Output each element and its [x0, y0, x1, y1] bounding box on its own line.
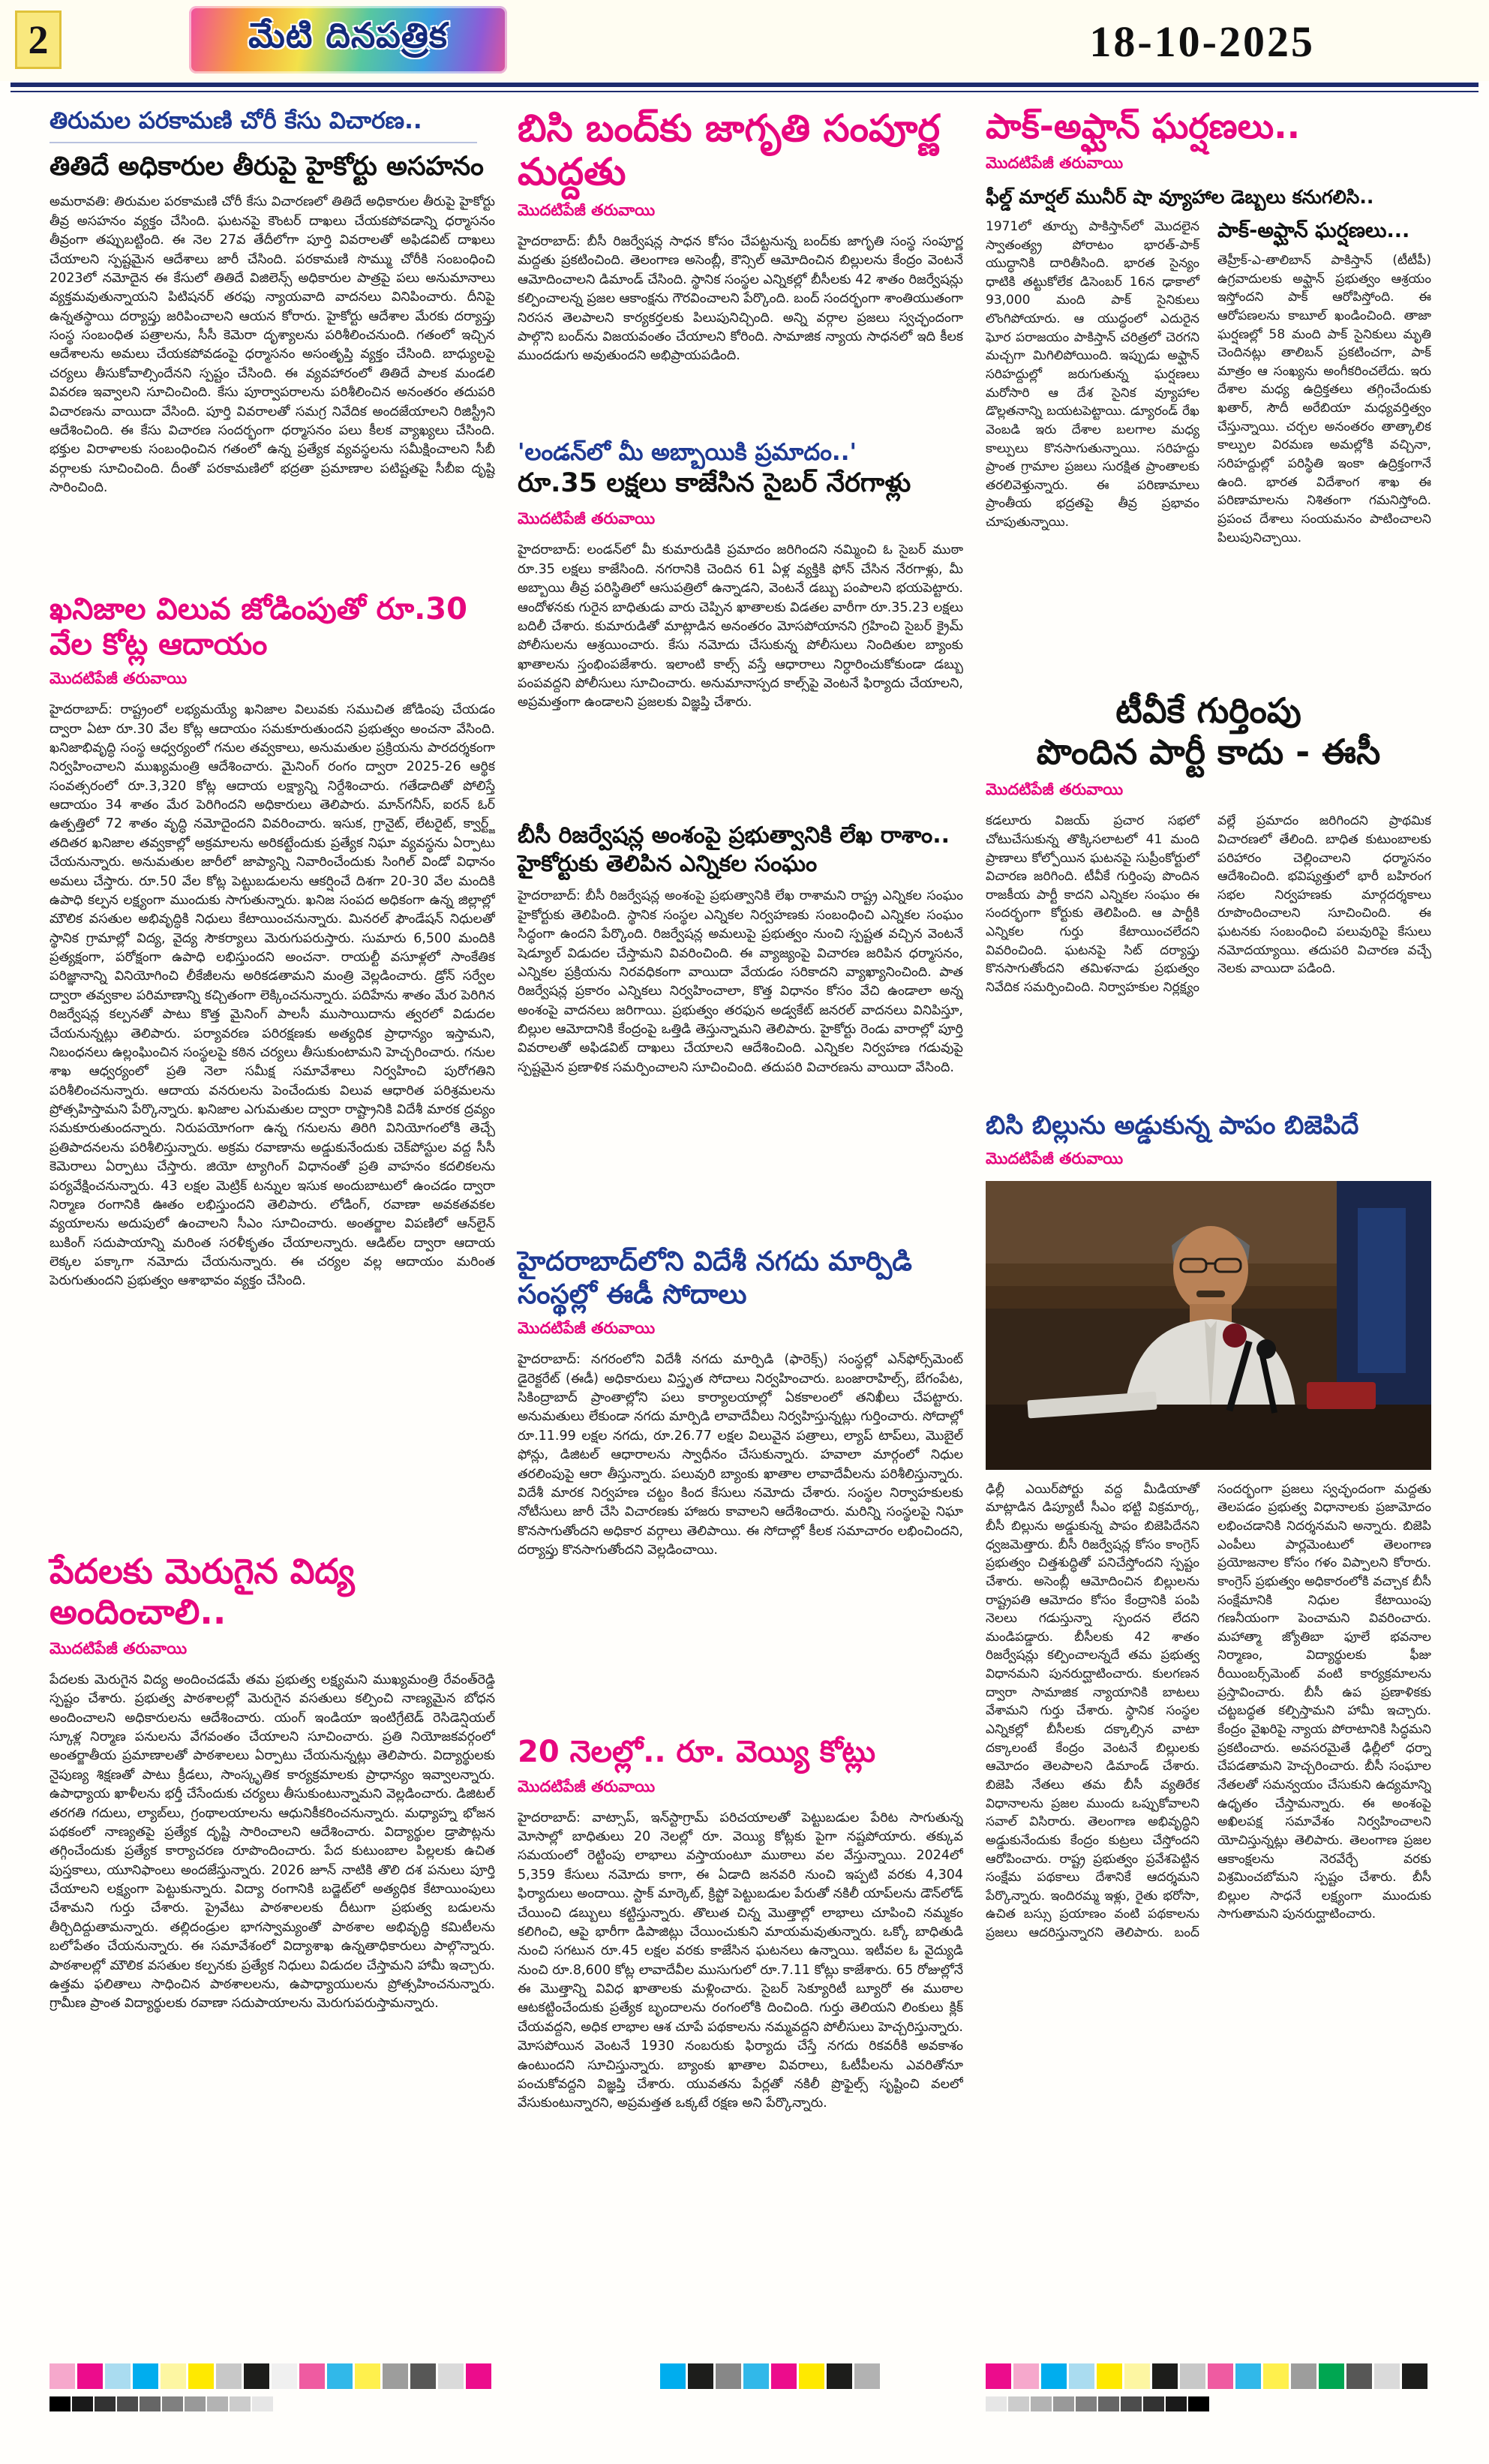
color-swatch: [1235, 2363, 1261, 2389]
color-swatch: [1069, 2363, 1094, 2389]
color-swatch: [660, 2363, 686, 2389]
article-body: హైదరాబాద్: నగరంలోని విదేశీ నగదు మార్పిడి (ఫారెక్స్) సంస్థల్లో ఎన్‌ఫోర్స్‌మెంట్ డైరెక్టరేట్ (ఈడీ) అధికారులు విస్తృత సోదాలు నిర్వహించారు. బంజారాహిల్స్, బేగంపేట, సికింద్రాబాద్ ప్రాంతాల్లోని పలు కార్యాలయాల్లో ఏకకాలంలో తనిఖీలు చేపట్టారు. అనుమతులు లేకుండా నగదు మార్పిడి లావాదేవీలు నిర్వహిస్తున్నట్లు గుర్తించారు. సోదాల్లో రూ.11.99 లక్షల నగదు, రూ.26.77 లక్షల విలువైన పత్రాలు, ల్యాప్ టాప్‌లు, మొబైల్ ఫోన్లు, డిజిటల్ ఆధారాలను స్వాధీనం చేసుకున్నారు. హవాలా మార్గంలో నిధుల తరలింపుపై ఆరా తీస్తున్నారు. పలువురి బ్యాంకు ఖాతాల లావాదేవీలను పరిశీలిస్తున్నారు. విదేశీ మారక నిర్వహణ చట్టం కింద కేసులు నమోదు చేశారు. సంస్థల నిర్వాహకులకు నోటీసులు జారీ చేసి విచారణకు హాజరు కావాలని ఆదేశించారు. మరిన్ని సంస్థలపై నిఘా కొనసాగుతోందని అధికార వర్గాలు తెలిపాయి. ఈ సోదాల్లో కీలక సమాచారం లభించిందని, దర్యాప్తు కొనసాగుతోందని వెల్లడించాయి.: [518, 1352, 963, 1558]
article-body: హైదరాబాద్: వాట్సాప్, ఇన్‌స్టాగ్రామ్ పరిచయాలతో పెట్టుబడుల పేరిట సాగుతున్న మోసాల్లో బాధితులు 20 నెలల్లో రూ. వెయ్యి కోట్లకు పైగా నష్టపోయారు. తక్కువ సమయంలో రెట్టింపు లాభాలు వస్తాయంటూ ముఠాలు వల వేస్తున్నాయి. 2024లో 5,359 కేసులు నమోదు కాగా, ఈ ఏడాది జనవరి నుంచి ఇప్పటి వరకు 4,304 ఫిర్యాదులు అందాయి. స్టాక్ మార్కెట్, క్రిప్టో పెట్టుబడుల పేరుతో నకిలీ యాప్‌లను డౌన్‌లోడ్ చేయించి డబ్బులు కట్టిస్తున్నారు. తొలుత చిన్న మొత్తాల్లో లాభాలు చూపించి నమ్మకం కలిగించి, ఆపై భారీగా డిపాజిట్లు చేయించుకుని మాయమవుతున్నారు. ఒక్కో బాధితుడి నుంచి సగటున రూ.45 లక్షల వరకు కాజేసిన ఘటనలు ఉన్నాయి. ఇటీవల ఓ వైద్యుడి నుంచి రూ.8,600 కోట్ల లావాదేవీల ముసుగులో రూ.7.11 కోట్లు కాజేశారు. 65 రోజుల్లోనే ఈ మొత్తాన్ని వివిధ ఖాతాలకు మళ్లించారు. సైబర్ సెక్యూరిటీ బ్యూరో ఈ ముఠాల ఆటకట్టించేందుకు ప్రత్యేక బృందాలను రంగంలోకి దించింది. గుర్తు తెలియని లింకులు క్లిక్ చేయవద్దని, అధిక లాభాల ఆశ చూపే పథకాలను నమ్మవద్దని పోలీసులు హెచ్చరిస్తున్నారు. మోసపోయిన వెంటనే 1930 నంబరుకు ఫిర్యాదు చేస్తే నగదు రికవరీకి అవకాశం ఉంటుందని సూచిస్తున్నారు. బ్యాంకు ఖాతాల వివరాలు, ఓటీపీలను ఎవరితోనూ పంచుకోవద్దని విజ్ఞప్తి చేశారు. యువతను పేర్లతో నకిలీ ప్రొఫైల్స్ సృష్టించి వలలో వేసుకుంటున్నారని, అప్రమత్తత ఒక్కటే రక్షణ అని పేర్కొన్నారు.: [518, 1810, 963, 2111]
color-swatch: [252, 2396, 273, 2411]
header-rule-bottom: [11, 91, 1478, 92]
color-calibration-bar-left: [50, 2363, 491, 2389]
color-swatch: [355, 2363, 380, 2389]
header-rule-top: [11, 83, 1478, 87]
color-swatch: [1152, 2363, 1178, 2389]
color-swatch: [1208, 2363, 1233, 2389]
article-body-columns: [986, 218, 1431, 671]
article-ec-letter-bc-reservations: [518, 822, 963, 1226]
article-bjp-blocked-bc-bill: [986, 1110, 1431, 2261]
article-lead: ఫీల్డ్ మార్షల్ మునీర్ షా వ్యూహాల డెబ్బలు కనుగలిసి..: [986, 186, 1374, 209]
color-swatch: [1319, 2363, 1344, 2389]
color-swatch: [117, 2396, 138, 2411]
color-swatch: [1098, 2396, 1119, 2411]
color-swatch: [1263, 2363, 1289, 2389]
article-body-columns: [986, 812, 1431, 1091]
color-swatch: [1374, 2363, 1400, 2389]
politician-photo: [986, 1181, 1431, 1470]
article-kicker: 'లండన్‌లో మీ అబ్బాయికి ప్రమాదం..': [518, 439, 857, 466]
article-headline-line1: టీవీకే గుర్తింపు: [1115, 690, 1301, 731]
continued-from-page1: మొదటిపేజీ తరువాయి: [518, 1777, 656, 1795]
article-body: పేదలకు మెరుగైన విద్య అందించడమే తమ ప్రభుత్వ లక్ష్యమని ముఖ్యమంత్రి రేవంత్‌రెడ్డి స్పష్టం చేశారు. ప్రభుత్వ పాఠశాలల్లో మెరుగైన వసతులు కల్పించి నాణ్యమైన బోధన అందించాలని అధికారులను ఆదేశించారు. యంగ్ ఇండియా ఇంటిగ్రేటెడ్ రెసిడెన్షియల్ స్కూళ్ల నిర్మాణ పనులను వేగవంతం చేయాలని సూచించారు. ప్రతి నియోజకవర్గంలో అంతర్జాతీయ ప్రమాణాలతో పాఠశాలలు ఏర్పాటు చేయనున్నట్లు తెలిపారు. విద్యార్థులకు నైపుణ్య శిక్షణతో పాటు క్రీడలు, సాంస్కృతిక కార్యక్రమాలకు ప్రాధాన్యం ఇవ్వాలన్నారు. ఉపాధ్యాయ ఖాళీలను భర్తీ చేసేందుకు చర్యలు తీసుకుంటున్నామని వెల్లడించారు. డిజిటల్ తరగతి గదులు, ల్యాబ్‌లు, గ్రంథాలయాలను ఆధునికీకరించనున్నారు. మధ్యాహ్న భోజన పథకంలో నాణ్యతపై ప్రత్యేక దృష్టి సారించాలని ఆదేశించారు. విద్యార్థుల డ్రాపౌట్లను తగ్గించేందుకు ప్రత్యేక కార్యాచరణ రూపొందించారు. పేద కుటుంబాల పిల్లలకు ఉచిత పుస్తకాలు, యూనిఫాంలు అందజేస్తున్నారు. 2026 జూన్ నాటికి తొలి దశ పనులు పూర్తి చేయాలని లక్ష్యంగా పెట్టుకున్నారు. విద్యా రంగానికి బడ్జెట్‌లో అత్యధిక కేటాయింపులు చేశామని గుర్తు చేశారు. ప్రైవేటు పాఠశాలలకు దీటుగా ప్రభుత్వ బడులను తీర్చిదిద్దుతామన్నారు. తల్లిదండ్రుల భాగస్వామ్యంతో పాఠశాల అభివృద్ధి కమిటీలను బలోపేతం చేయనున్నారు. ఈ సమావేశంలో విద్యాశాఖ ఉన్నతాధికారులు పాల్గొన్నారు. పాఠశాలల్లో మౌలిక వసతుల కల్పనకు ప్రత్యేక నిధులు విడుదల చేస్తామని హామీ ఇచ్చారు. ఉత్తమ ఫలితాలు సాధించిన పాఠశాలలను, ఉపాధ్యాయులను ప్రోత్సహించనున్నారు. గ్రామీణ ప్రాంత విద్యార్థులకు రవాణా సదుపాయాలను మెరుగుపరుస్తామన్నారు.: [50, 1672, 495, 2012]
article-tirumala-case: [50, 107, 495, 572]
color-swatch: [1031, 2396, 1052, 2411]
color-swatch: [1053, 2396, 1074, 2411]
color-swatch: [133, 2363, 158, 2389]
right-column: [986, 107, 1431, 2282]
article-body: హైదరాబాద్: లండన్‌లో మీ కుమారుడికి ప్రమాదం జరిగిందని నమ్మించి ఓ సైబర్ ముఠా రూ.35 లక్షలు కాజేసింది. నగరానికి చెందిన 61 ఏళ్ల వ్యక్తికి ఫోన్ చేసిన నేరగాళ్లు, మీ అబ్బాయి తీవ్ర పరిస్థితిలో ఆసుపత్రిలో ఉన్నాడని, వెంటనే డబ్బు పంపాలని భయపెట్టారు. ఆందోళనకు గురైన బాధితుడు వారు చెప్పిన ఖాతాలకు విడతల వారీగా రూ.35.23 లక్షలు బదిలీ చేశారు. కుమారుడితో మాట్లాడిన అనంతరం మోసపోయానని గ్రహించి సైబర్ క్రైమ్ పోలీసులను ఆశ్రయించారు. కేసు నమోదు చేసుకున్న పోలీసులు నిందితుల బ్యాంకు ఖాతాలను స్తంభింపజేశారు. ఇలాంటి కాల్స్ వస్తే ఆధారాలు నిర్ధారించుకోకుండా డబ్బు పంపవద్దని పోలీసులు సూచించారు. అనుమానాస్పద కాల్స్‌పై వెంటనే ఫిర్యాదు చేయాలని, అప్రమత్తంగా ఉండాలని ప్రజలకు విజ్ఞప్తి చేశారు.: [518, 542, 963, 711]
article-headline: తితిదే అధికారుల తీరుపై హైకోర్టు అసహనం: [50, 151, 484, 182]
article-tvk-not-recognised: [986, 690, 1431, 1091]
color-swatch: [854, 2363, 880, 2389]
article-body-part1: 1971లో తూర్పు పాకిస్తాన్‌లో మొదలైన స్వాతంత్య్ర పోరాటం భారత్-పాక్ యుద్ధానికి దారితీసింది. భారత సైన్యం ధాటికి తట్టుకోలేక డిసెంబర్ 16న ఢాకాలో 93,000 మంది పాక్ సైనికులు లొంగిపోయారు. ఆ యుద్ధంలో ఎదురైన ఘోర పరాజయం పాకిస్తాన్ చరిత్రలో చెరగని మచ్చగా మిగిలిపోయింది. ఇప్పుడు అఫ్ఘాన్ సరిహద్దుల్లో జరుగుతున్న ఘర్షణలు మరోసారి ఆ దేశ సైనిక వ్యూహాల డొల్లతనాన్ని బయటపెట్టాయి. డ్యూరండ్ రేఖ వెంబడి ఇరు దేశాల బలగాల మధ్య కాల్పులు కొనసాగుతున్నాయి. సరిహద్దు ప్రాంత గ్రామాల ప్రజలు సురక్షిత ప్రాంతాలకు తరలివెళ్తున్నారు. ఈ పరిణామాలు ప్రాంతీయ భద్రతపై తీవ్ర ప్రభావం చూపుతున్నాయి.: [986, 218, 1199, 530]
color-swatch: [1121, 2396, 1142, 2411]
color-swatch: [50, 2363, 75, 2389]
masthead-logo: [189, 6, 507, 74]
color-swatch: [827, 2363, 852, 2389]
color-swatch: [216, 2363, 242, 2389]
article-headline: పాక్-అఫ్ఘాన్ ఘర్షణలు..: [986, 106, 1301, 146]
color-calibration-bar-right: [986, 2363, 1427, 2389]
color-swatch: [230, 2396, 251, 2411]
color-swatch: [799, 2363, 824, 2389]
color-swatch: [1180, 2363, 1205, 2389]
article-bc-bandh-support: [518, 107, 963, 419]
article-headline: 20 నెలల్లో.. రూ. వెయ్యి కోట్లు: [518, 1735, 876, 1770]
color-swatch: [1097, 2363, 1122, 2389]
continued-from-page1: మొదటిపేజీ తరువాయి: [518, 509, 656, 528]
color-swatch: [466, 2363, 491, 2389]
article-headline: హైదరాబాద్‌లోని విదేశీ నగదు మార్పిడి సంస్థల్లో ఈడీ సోదాలు: [518, 1246, 912, 1311]
article-body: అమరావతి: తిరుమల పరకామణి చోరీ కేసు విచారణలో తితిదే అధికారుల తీరుపై హైకోర్టు తీవ్ర అసహనం వ్యక్తం చేసింది. ఘటనపై కౌంటర్ దాఖలు చేయకపోవడాన్ని ధర్మాసనం తీవ్రంగా తప్పుబట్టింది. ఈ నెల 27వ తేదీలోగా పూర్తి వివరాలతో అఫిడవిట్ దాఖలు చేయాలని స్పష్టమైన ఆదేశాలు జారీ చేసింది. పరకామణి సొమ్ము చోరీకి సంబంధించి 2023లో నమోదైన ఈ కేసులో తితిదే విజిలెన్స్ అధికారుల పాత్రపై పలు అనుమానాలు వ్యక్తమవుతున్నాయని పిటిషనర్ తరఫు న్యాయవాది వాదనలు వినిపించారు. దీనిపై ఉన్నతస్థాయి దర్యాప్తు జరిపించాలని ఆయన కోరారు. హైకోర్టు ఆదేశాల మేరకు దర్యాప్తు సంస్థ సంబంధిత పత్రాలను, సీసీ కెమెరా దృశ్యాలను పరిశీలించనుంది. గతంలో ఇచ్చిన ఆదేశాలను అమలు చేయకపోవడంపై ధర్మాసనం అసంతృప్తి వ్యక్తం చేసింది. బాధ్యులపై చర్యలు తీసుకోవాల్సిందేనని స్పష్టం చేసింది. ఈ వ్యవహారంలో తితిదే పాలక మండలి వివరణ ఇవ్వాలని సూచించింది. కేసు పూర్వాపరాలను పరిశీలించిన అనంతరం తదుపరి విచారణను వాయిదా వేసింది. పూర్తి వివరాలతో సమగ్ర నివేదిక అందజేయాలని రిజిస్ట్రీని ఆదేశించింది. ఈ కేసు విచారణ సందర్భంగా ధర్మాసనం పలు కీలక వ్యాఖ్యలు చేసింది. భక్తుల విరాళాలకు సంబంధించిన గతంలో ఉన్న ప్రత్యేక వ్యవస్థలను సమీక్షించాలని సీబీ వర్గాలకు సూచించింది. దీంతో పరకామణిలో భద్రతా ప్రమాణాల పటిష్టతపై సీబీఐ దృష్టి సారించింది.: [50, 194, 495, 496]
article-headline: బిసి బిల్లును అడ్డుకున్న పాపం బిజెపిదే: [986, 1110, 1359, 1141]
color-swatch: [1188, 2396, 1209, 2411]
color-swatch: [383, 2363, 408, 2389]
article-headline: పేదలకు మెరుగైన విద్య అందించాలి..: [50, 1551, 355, 1632]
color-swatch: [1402, 2363, 1427, 2389]
continued-from-page1: మొదటిపేజీ తరువాయి: [50, 669, 188, 688]
color-swatch: [244, 2363, 269, 2389]
color-swatch: [410, 2363, 436, 2389]
color-swatch: [327, 2363, 353, 2389]
color-swatch: [77, 2363, 103, 2389]
article-pak-afghan-clashes: [986, 107, 1431, 671]
article-inline-subhead: పాక్-అఫ్ఘాన్ ఘర్షణలు...: [1217, 218, 1410, 242]
continued-from-page1: మొదటిపేజీ తరువాయి: [986, 154, 1124, 173]
continued-from-page1: మొదటిపేజీ తరువాయి: [518, 201, 656, 219]
article-body: హైదరాబాద్: బీసీ రిజర్వేషన్ల అంశంపై ప్రభుత్వానికి లేఖ రాశామని రాష్ట్ర ఎన్నికల సంఘం హైకోర్టుకు తెలిపింది. స్థానిక సంస్థల ఎన్నికల నిర్వహణకు సంబంధించి ఎన్నికల సంఘం సిద్ధంగా ఉందని పేర్కొంది. రిజర్వేషన్ల అమలుపై ప్రభుత్వం నుంచి స్పష్టత వచ్చిన వెంటనే షెడ్యూల్ విడుదల చేస్తామని వివరించింది. ఈ వ్యాజ్యంపై విచారణ జరిపిన ధర్మాసనం, ఎన్నికల ప్రక్రియను నిరవధికంగా వాయిదా వేయడం సరికాదని వ్యాఖ్యానించింది. పాత రిజర్వేషన్ల ప్రకారం ఎన్నికలు నిర్వహించాలా, కొత్త విధానం కోసం వేచి ఉండాలా అన్న అంశంపై వాదనలు జరిగాయి. ప్రభుత్వం తరఫున అడ్వకేట్ జనరల్ వాదనలు వినిపిస్తూ, బిల్లుల ఆమోదానికి కేంద్రంపై ఒత్తిడి తెస్తున్నామని తెలిపారు. హైకోర్టు రెండు వారాల్లో పూర్తి వివరాలతో అఫిడవిట్ దాఖలు చేయాలని ఆదేశించింది. ఎన్నికల నిర్వహణ గడువుపై స్పష్టమైన ప్రణాళిక సమర్పించాలని సూచించింది. తదుపరి విచారణను వాయిదా వేసింది.: [518, 888, 963, 1075]
article-minerals-revenue: [50, 592, 495, 1532]
color-swatch: [986, 2363, 1011, 2389]
article-headline-line2: పొందిన పార్టీ కాదు - ఈసీ: [1036, 732, 1381, 773]
color-swatch: [72, 2396, 93, 2411]
color-swatch: [688, 2363, 713, 2389]
article-headline: రూ.35 లక్షలు కాజేసిన సైబర్ నేరగాళ్లు: [518, 467, 911, 498]
politician-photo-graphic: [986, 1181, 1431, 1470]
article-headline: బిసి బంద్‌కు జాగృతి సంపూర్ణ మద్దతు: [518, 107, 941, 194]
color-swatch: [743, 2363, 769, 2389]
article-cyber-fraud-london: [518, 438, 963, 802]
color-swatch: [162, 2396, 183, 2411]
color-swatch: [1166, 2396, 1187, 2411]
color-swatch: [161, 2363, 186, 2389]
article-thousand-crores-fraud: [518, 1735, 963, 2315]
color-swatch: [1346, 2363, 1372, 2389]
grayscale-ramp-right: [986, 2396, 1209, 2411]
color-swatch: [1076, 2396, 1097, 2411]
article-headline: బీసీ రిజర్వేషన్ల అంశంపై ప్రభుత్వానికి లేఖ రాశాం.. హైకోర్టుకు తెలిపిన ఎన్నికల సంఘం: [518, 822, 950, 877]
color-swatch: [1008, 2396, 1029, 2411]
left-column: [50, 107, 495, 2325]
color-swatch: [299, 2363, 325, 2389]
article-kicker: తిరుమల పరకామణి చోరీ కేసు విచారణ..: [50, 107, 422, 134]
color-swatch: [50, 2396, 71, 2411]
color-swatch: [438, 2363, 464, 2389]
color-swatch: [1124, 2363, 1150, 2389]
article-body: కడలూరు విజయ్ ప్రచార సభలో చోటుచేసుకున్న తొక్కిసలాటలో 41 మంది ప్రాణాలు కోల్పోయిన ఘటనపై సుప్రీంకోర్టులో విచారణ జరిగింది. టీవీకే గుర్తింపు పొందిన రాజకీయ పార్టీ కాదని ఎన్నికల సంఘం ఈ సందర్భంగా కోర్టుకు తెలిపింది. ఆ పార్టీకి ఎన్నికల గుర్తు కేటాయించలేదని వివరించింది. ఘటనపై సిట్ దర్యాప్తు కొనసాగుతోందని తమిళనాడు ప్రభుత్వం నివేదిక సమర్పించింది. నిర్వాహకుల నిర్లక్ష్యం వల్లే ప్రమాదం జరిగిందని ప్రాథమిక విచారణలో తేలింది. బాధిత కుటుంబాలకు పరిహారం చెల్లించాలని ధర్మాసనం ఆదేశించింది. భవిష్యత్తులో భారీ బహిరంగ సభల నిర్వహణకు మార్గదర్శకాలు రూపొందించాలని సూచించింది. ఈ ఘటనకు సంబంధించి పలువురిపై కేసులు నమోదయ్యాయి. తదుపరి విచారణ వచ్చే నెలకు వాయిదా పడింది.: [986, 813, 1431, 995]
continued-from-page1: మొదటిపేజీ తరువాయి: [518, 1319, 656, 1338]
continued-from-page1: మొదటిపేజీ తరువాయి: [986, 1149, 1124, 1167]
color-swatch: [986, 2396, 1007, 2411]
masthead-title: మేటి దినపత్రిక: [248, 15, 448, 56]
color-swatch: [185, 2396, 206, 2411]
color-swatch: [272, 2363, 297, 2389]
color-swatch: [207, 2396, 228, 2411]
article-ed-forex-raids: [518, 1246, 963, 1715]
page-number: 2: [15, 11, 62, 69]
color-swatch: [1291, 2363, 1316, 2389]
continued-from-page1: మొదటిపేజీ తరువాయి: [986, 780, 1124, 799]
article-headline: ఖనిజాల విలువ జోడింపుతో రూ.30 వేల కోట్ల ఆదాయం: [50, 592, 467, 662]
kicker-divider: [50, 142, 477, 143]
color-swatch: [140, 2396, 161, 2411]
color-swatch: [1013, 2363, 1039, 2389]
article-body-columns: [986, 1480, 1431, 2262]
article-body: ఢిల్లీ ఎయిర్‌పోర్టు వద్ద మీడియాతో మాట్లాడిన డిప్యూటీ సీఎం భట్టి విక్రమార్క, బీసీ బిల్లును అడ్డుకున్న పాపం బిజెపిదేనని ధ్వజమెత్తారు. బీసీ రిజర్వేషన్ల కోసం కాంగ్రెస్ ప్రభుత్వం చిత్తశుద్ధితో పనిచేస్తోందని స్పష్టం చేశారు. అసెంబ్లీ ఆమోదించిన బిల్లులను రాష్ట్రపతి ఆమోదం కోసం కేంద్రానికి పంపి నెలలు గడుస్తున్నా స్పందన లేదని మండిపడ్డారు. బీసీలకు 42 శాతం రిజర్వేషన్లు కల్పించాలన్నదే తమ ప్రభుత్వ విధానమని పునరుద్ఘాటించారు. కులగణన ద్వారా సామాజిక న్యాయానికి బాటలు వేశామని గుర్తు చేశారు. స్థానిక సంస్థల ఎన్నికల్లో బీసీలకు దక్కాల్సిన వాటా దక్కాలంటే కేంద్రం వెంటనే బిల్లులకు ఆమోదం తెలపాలని డిమాండ్ చేశారు. బిజెపి నేతలు తమ బీసీ వ్యతిరేక విధానాలను ప్రజల ముందు ఒప్పుకోవాలని సవాల్ విసిరారు. తెలంగాణ అభివృద్ధిని అడ్డుకునేందుకు కేంద్రం కుట్రలు చేస్తోందని ఆరోపించారు. రాష్ట్ర ప్రభుత్వం ప్రవేశపెట్టిన సంక్షేమ పథకాలు దేశానికే ఆదర్శమని పేర్కొన్నారు. ఇందిరమ్మ ఇళ్లు, రైతు భరోసా, ఉచిత బస్సు ప్రయాణం వంటి పథకాలను ప్రజలు ఆదరిస్తున్నారని తెలిపారు. బంద్ సందర్భంగా ప్రజలు స్వచ్ఛందంగా మద్దతు తెలపడం ప్రభుత్వ విధానాలకు ప్రజామోదం లభించడానికి నిదర్శనమని అన్నారు. బిజెపి ఎంపీలు పార్లమెంటులో తెలంగాణ ప్రయోజనాల కోసం గళం విప్పాలని కోరారు. కాంగ్రెస్ ప్రభుత్వం అధికారంలోకి వచ్చాక బీసీ సంక్షేమానికి నిధుల కేటాయింపు గణనీయంగా పెంచామని వివరించారు. మహాత్మా జ్యోతిబా ఫూలే భవనాల నిర్మాణం, విద్యార్థులకు ఫీజు రీయింబర్స్‌మెంట్ వంటి కార్యక్రమాలను ప్రస్తావించారు. బీసీ ఉప ప్రణాళికకు చట్టబద్ధత కల్పిస్తామని హామీ ఇచ్చారు. కేంద్రం వైఖరిపై న్యాయ పోరాటానికి సిద్ధమని ప్రకటించారు. అవసరమైతే ఢిల్లీలో ధర్నా చేపడతామని హెచ్చరించారు. బీసీ సంఘాల నేతలతో సమన్వయం చేసుకుని ఉద్యమాన్ని ఉధృతం చేస్తామన్నారు. ఈ అంశంపై అఖిలపక్ష సమావేశం నిర్వహించాలని యోచిస్తున్నట్లు తెలిపారు. తెలంగాణ ప్రజల ఆకాంక్షలను నెరవేర్చే వరకు విశ్రమించబోమని స్పష్టం చేశారు. బీసీ బిల్లుల సాధనే లక్ష్యంగా ముందుకు సాగుతామని పునరుద్ఘాటించారు.: [986, 1481, 1431, 1941]
color-swatch: [95, 2396, 116, 2411]
middle-column: [518, 107, 963, 2336]
color-swatch: [105, 2363, 131, 2389]
edition-date: 18-10-2025: [1089, 17, 1315, 66]
color-swatch: [716, 2363, 741, 2389]
article-body: హైదరాబాద్: బీసీ రిజర్వేషన్ల సాధన కోసం చేపట్టనున్న బంద్‌కు జాగృతి సంస్థ సంపూర్ణ మద్దతు ప్రకటించింది. తెలంగాణ అసెంబ్లీ, కౌన్సిల్ ఆమోదించిన బిల్లులను కేంద్రం వెంటనే ఆమోదించాలని డిమాండ్ చేసింది. స్థానిక సంస్థల ఎన్నికల్లో బీసీలకు 42 శాతం రిజర్వేషన్లు కల్పించాలన్న ప్రజల ఆకాంక్షను గౌరవించాలని పేర్కొంది. బంద్ సందర్భంగా శాంతియుతంగా నిరసన తెలపాలని కార్యకర్తలకు పిలుపునిచ్చింది. అన్ని వర్గాల ప్రజలు స్వచ్ఛందంగా పాల్గొని బంద్‌ను విజయవంతం చేయాలని కోరింది. సామాజిక న్యాయ సాధనలో ఇది కీలక ముందడుగు అవుతుందని అభిప్రాయపడింది.: [518, 234, 963, 364]
color-swatch: [771, 2363, 797, 2389]
color-swatch: [1041, 2363, 1067, 2389]
article-body: హైదరాబాద్: రాష్ట్రంలో లభ్యమయ్యే ఖనిజాల విలువకు సముచిత జోడింపు చేయడం ద్వారా ఏటా రూ.30 వేల కోట్ల ఆదాయం సమకూరుతుందని ప్రభుత్వం అంచనా వేసింది. ఖనిజాభివృద్ధి సంస్థ ఆధ్వర్యంలో గనుల తవ్వకాలు, అనుమతుల ప్రక్రియను పారదర్శకంగా నిర్వహించాలని ముఖ్యమంత్రి ఆదేశించారు. మైనింగ్ రంగం ద్వారా 2025-26 ఆర్థిక సంవత్సరంలో రూ.3,320 కోట్ల ఆదాయ లక్ష్యాన్ని నిర్దేశించారు. గతేడాదితో పోలిస్తే ఆదాయం 34 శాతం మేర పెరిగిందని అధికారులు తెలిపారు. మాన్‌గనీస్, ఐరన్ ఓర్ ఉత్పత్తిలో 72 శాతం వృద్ధి నమోదైందని వివరించారు. ఇసుక, గ్రానైట్, లేటరైట్, క్వార్ట్జ్ తదితర ఖనిజాల తవ్వకాల్లో అక్రమాలను అరికట్టేందుకు ప్రత్యేక నిఘా వ్యవస్థను ఏర్పాటు చేయనున్నారు. అనుమతుల జారీలో జాప్యాన్ని నివారించేందుకు సింగిల్ విండో విధానం అమలు చేస్తారు. రూ.50 వేల కోట్ల పెట్టుబడులను ఆకర్షించే దిశగా 20-30 వేల మందికి ఉపాధి కల్పన లక్ష్యంగా ముందుకు సాగుతున్నారు. ఖనిజ సంపద అధికంగా ఉన్న జిల్లాల్లో మౌలిక వసతుల అభివృద్ధికి నిధులు కేటాయించనున్నారు. మినరల్ ఫౌండేషన్ నిధులతో స్థానిక గ్రామాల్లో విద్య, వైద్య సౌకర్యాలు మెరుగుపరుస్తారు. సుమారు 6,500 మందికి ప్రత్యక్షంగా, పరోక్షంగా ఉపాధి లభిస్తుందని అంచనా. రాయల్టీ వసూళ్లలో సాంకేతిక పరిజ్ఞానాన్ని వినియోగించి లీకేజీలను అరికడతామని మంత్రి వెల్లడించారు. డ్రోన్ సర్వేల ద్వారా తవ్వకాల పరిమాణాన్ని కచ్చితంగా లెక్కించనున్నారు. పదిహేను శాతం మేర పెరిగిన రిజర్వేషన్ల కల్పనతో పాటు కొత్త మైనింగ్ పాలసీ ముసాయిదాను త్వరలో విడుదల చేయనున్నట్లు తెలిపారు. పర్యావరణ పరిరక్షణకు అత్యధిక ప్రాధాన్యం ఇస్తామని, నిబంధనలు ఉల్లంఘించిన సంస్థలపై కఠిన చర్యలు తీసుకుంటామని హెచ్చరించారు. గనుల శాఖ ఆధ్వర్యంలో ప్రతి నెలా సమీక్ష సమావేశాలు నిర్వహించి పురోగతిని పరిశీలించనున్నారు. ఆదాయ వనరులను పెంచేందుకు విలువ ఆధారిత పరిశ్రమలను ప్రోత్సహిస్తామని పేర్కొన్నారు. ఖనిజాల ఎగుమతుల ద్వారా రాష్ట్రానికి విదేశీ మారక ద్రవ్యం సమకూరుతుందన్నారు. నిరుపయోగంగా ఉన్న గనులను తిరిగి వినియోగంలోకి తెచ్చే ప్రతిపాదనలను పరిశీలిస్తున్నారు. అక్రమ రవాణాను అడ్డుకునేందుకు చెక్‌పోస్టుల వద్ద సీసీ కెమెరాలు ఏర్పాటు చేస్తారు. జియో ట్యాగింగ్ విధానంతో ప్రతి వాహనం కదలికలను పర్యవేక్షించనున్నారు. 43 లక్షల మెట్రిక్ టన్నుల ఇసుక అందుబాటులో ఉంచడం ద్వారా నిర్మాణ రంగానికి ఊతం లభిస్తుందని తెలిపారు. లోడింగ్, రవాణా అవకతవకల వ్యయాలను అదుపులో ఉంచాలని సీఎం సూచించారు. అంతర్జాల విపణిలో ఆన్‌లైన్ బుకింగ్ సదుపాయాన్ని మరింత సరళీకృతం చేయాలన్నారు. ఆడిట్‌ల ద్వారా ఆదాయ లెక్కల పక్కాగా నమోదు చేయనున్నారు. ఈ చర్యల వల్ల ఆదాయం మరింత పెరుగుతుందని ప్రభుత్వం ఆశాభావం వ్యక్తం చేసింది.: [50, 702, 495, 1289]
color-swatch: [188, 2363, 214, 2389]
article-body-part2: తెహ్రీక్-ఎ-తాలిబాన్ పాకిస్తాన్ (టీటీపీ) ఉగ్రవాదులకు అఫ్ఘాన్ ప్రభుత్వం ఆశ్రయం ఇస్తోందని పాక్ ఆరోపిస్తోంది. ఈ ఆరోపణలను కాబూల్ ఖండించింది. తాజా ఘర్షణల్లో 58 మంది పాక్ సైనికులు మృతి చెందినట్లు తాలిబన్ ప్రకటించగా, పాక్ మాత్రం ఆ సంఖ్యను అంగీకరించలేదు. ఇరు దేశాల మధ్య ఉద్రిక్తతలు తగ్గించేందుకు ఖతార్, సౌదీ అరేబియా మధ్యవర్తిత్వం చేస్తున్నాయి. చర్చల అనంతరం తాత్కాలిక కాల్పుల విరమణ అమల్లోకి వచ్చినా, సరిహద్దుల్లో పరిస్థితి ఇంకా ఉద్రిక్తంగానే ఉంది. భారత విదేశాంగ శాఖ ఈ పరిణామాలను నిశితంగా గమనిస్తోంది. ప్రపంచ దేశాలు సంయమనం పాటించాలని పిలుపునిచ్చాయి.: [1217, 252, 1431, 545]
article-education-for-poor: [50, 1552, 495, 2306]
color-swatch: [1143, 2396, 1164, 2411]
continued-from-page1: మొదటిపేజీ తరువాయి: [50, 1639, 188, 1657]
grayscale-ramp-left: [50, 2396, 273, 2411]
color-calibration-bar-middle: [660, 2363, 880, 2389]
